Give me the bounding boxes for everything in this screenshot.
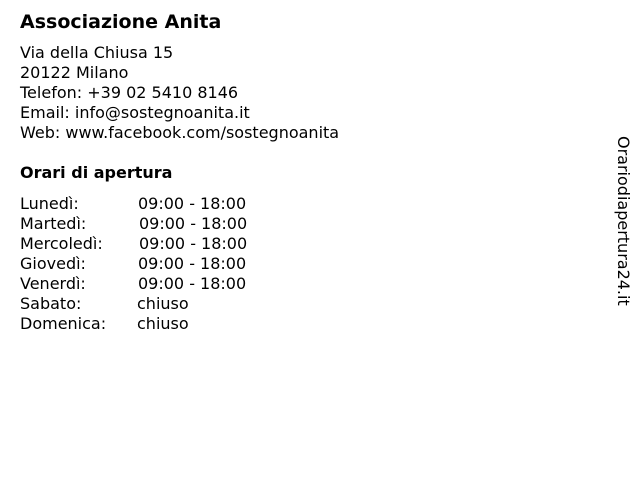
hours-row xyxy=(20,254,247,274)
business-name: Associazione Anita xyxy=(20,11,222,33)
hours-row xyxy=(20,214,248,234)
hours-row xyxy=(20,294,189,314)
contact-info xyxy=(20,43,339,143)
hours-day: Domenica: xyxy=(20,314,107,333)
hours-time: 09:00 - 18:00 xyxy=(139,234,248,253)
hours-time: chiuso xyxy=(137,294,189,313)
hours-row xyxy=(20,274,247,294)
side-brand-watermark xyxy=(613,136,633,306)
address-line-city: 20122 Milano xyxy=(20,63,129,82)
hours-time: 09:00 - 18:00 xyxy=(139,214,248,233)
hours-time: 09:00 - 18:00 xyxy=(138,274,247,293)
hours-row xyxy=(20,234,248,254)
hours-time: 09:00 - 18:00 xyxy=(138,194,247,213)
hours-time: chiuso xyxy=(137,314,189,333)
opening-hours-list xyxy=(20,194,248,334)
opening-hours-title: Orari di apertura xyxy=(20,163,173,182)
web-text: Web: www.facebook.com/sostegnoanita xyxy=(20,123,340,142)
hours-row xyxy=(20,194,247,214)
hours-row xyxy=(20,314,189,334)
hours-day: Sabato: xyxy=(20,294,82,313)
side-brand-text: Orariodiapertura24.it xyxy=(614,136,633,306)
hours-day: Lunedì: xyxy=(20,194,79,213)
hours-day: Martedì: xyxy=(20,214,87,233)
address-line-street: Via della Chiusa 15 xyxy=(20,43,174,62)
hours-day: Giovedì: xyxy=(20,254,86,273)
hours-time: 09:00 - 18:00 xyxy=(138,254,247,273)
hours-day: Venerdì: xyxy=(20,274,86,293)
hours-day: Mercoledì: xyxy=(20,234,103,253)
phone-text: Telefon: +39 02 5410 8146 xyxy=(20,83,239,102)
email-text: Email: info@sostegnoanita.it xyxy=(20,103,250,122)
